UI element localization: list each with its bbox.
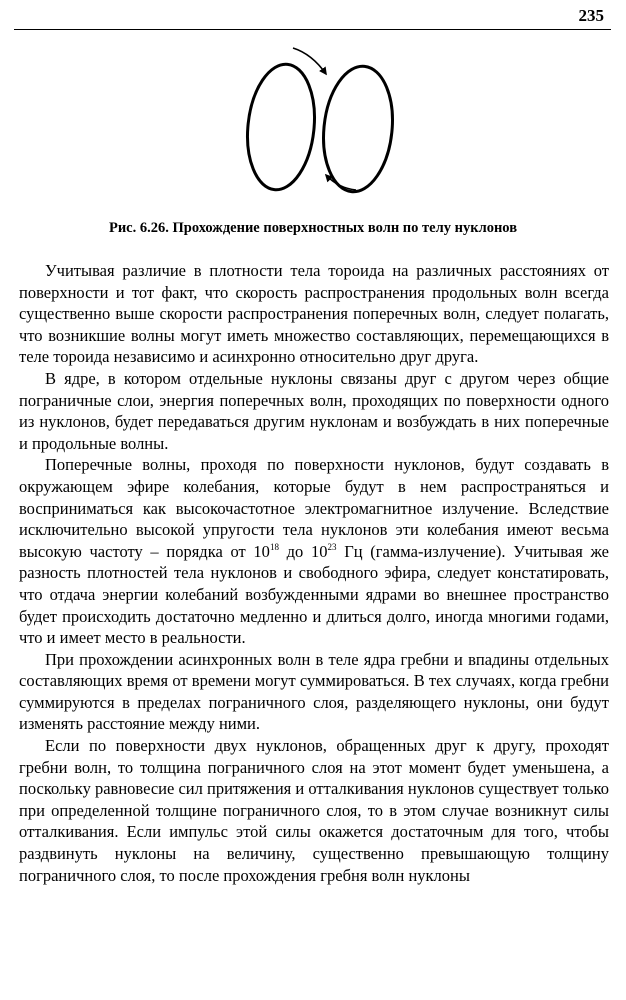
body-text xyxy=(19,260,609,886)
paragraph-2: В ядре, в котором отдельные нуклоны связаны друг с другом через общие пограничные слои, энергия поперечных волн, проходящих по поверхности одного из нуклонов, будет передаваться другим нуклонам и возбуждать в них поперечные и продольные волны. xyxy=(19,368,609,453)
paragraph-5: Если по поверхности двух нуклонов, обращенных друг к другу, проходят гребни волн, то толщина пограничного слоя на этот момент будет уменьшена, а поскольку равновесие сил притяжения и отталкивания нуклонов существует только при определенной толщине пограничного слоя, то в этом случае возникнут силы отталкивания. Если импульс этой силы окажется достаточным для того, чтобы раздвинуть нуклоны на величину, существенно превышающую толщину пограничного слоя, то после прохождения гребня волн нуклоны xyxy=(19,736,609,885)
paragraph-3-part-a: Поперечные волны, проходя по поверхности нуклонов, будут создавать в окружающем эфире колебания, которые будут в нем распространяться и восприниматься как высокочастотное электромагнитное излучение. Вследствие исключительно высокой упругости тела нуклонов эти колебания имеют весьма высокую частоту – порядка от 10 xyxy=(19,455,609,561)
nucleon-right xyxy=(318,63,399,195)
figure-caption: Рис. 6.26. Прохождение поверхностных волн по телу нуклонов xyxy=(108,220,518,236)
exponent-18: 18 xyxy=(269,541,279,552)
page-number: 235 xyxy=(578,6,604,25)
exponent-23: 23 xyxy=(327,541,337,552)
figure-nucleons xyxy=(230,42,400,212)
paragraph-3 xyxy=(19,454,609,648)
paragraph-1: Учитывая различие в плотности тела тороида на различных расстояниях от поверхности и тот факт, что скорость распространения продольных волн всегда существенно выше скорости распространения поперечных волн, следует полагать, что возникшие волны могут иметь множество составляющих, перемещающихся в теле тороида независимо и асинхронно относительно друг друга. xyxy=(19,261,609,367)
paragraph-3-part-c: Гц (гамма-излучение). Учитывая же разность плотностей тела нуклонов и свободного эфира, следует констатировать, что отдача энергии колебаний возбужденными ядрами во внешнее пространство будет происходить достаточно медленно и длиться долго, иногда многими годами, что и имеет место в реальности. xyxy=(19,541,610,648)
header-rule xyxy=(14,29,611,30)
nucleon-left xyxy=(242,61,321,193)
paragraph-4: При прохождении асинхронных волн в теле ядра гребни и впадины отдельных составляющих время от времени могут суммироваться. В тех случаях, когда гребни суммируются в пределах пограничного слоя, разделяющего нуклоны, они будут изменять расстояние между ними. xyxy=(19,649,609,734)
nucleon-waves-diagram xyxy=(230,42,400,212)
paragraph-3-part-b: до 10 xyxy=(278,541,328,561)
